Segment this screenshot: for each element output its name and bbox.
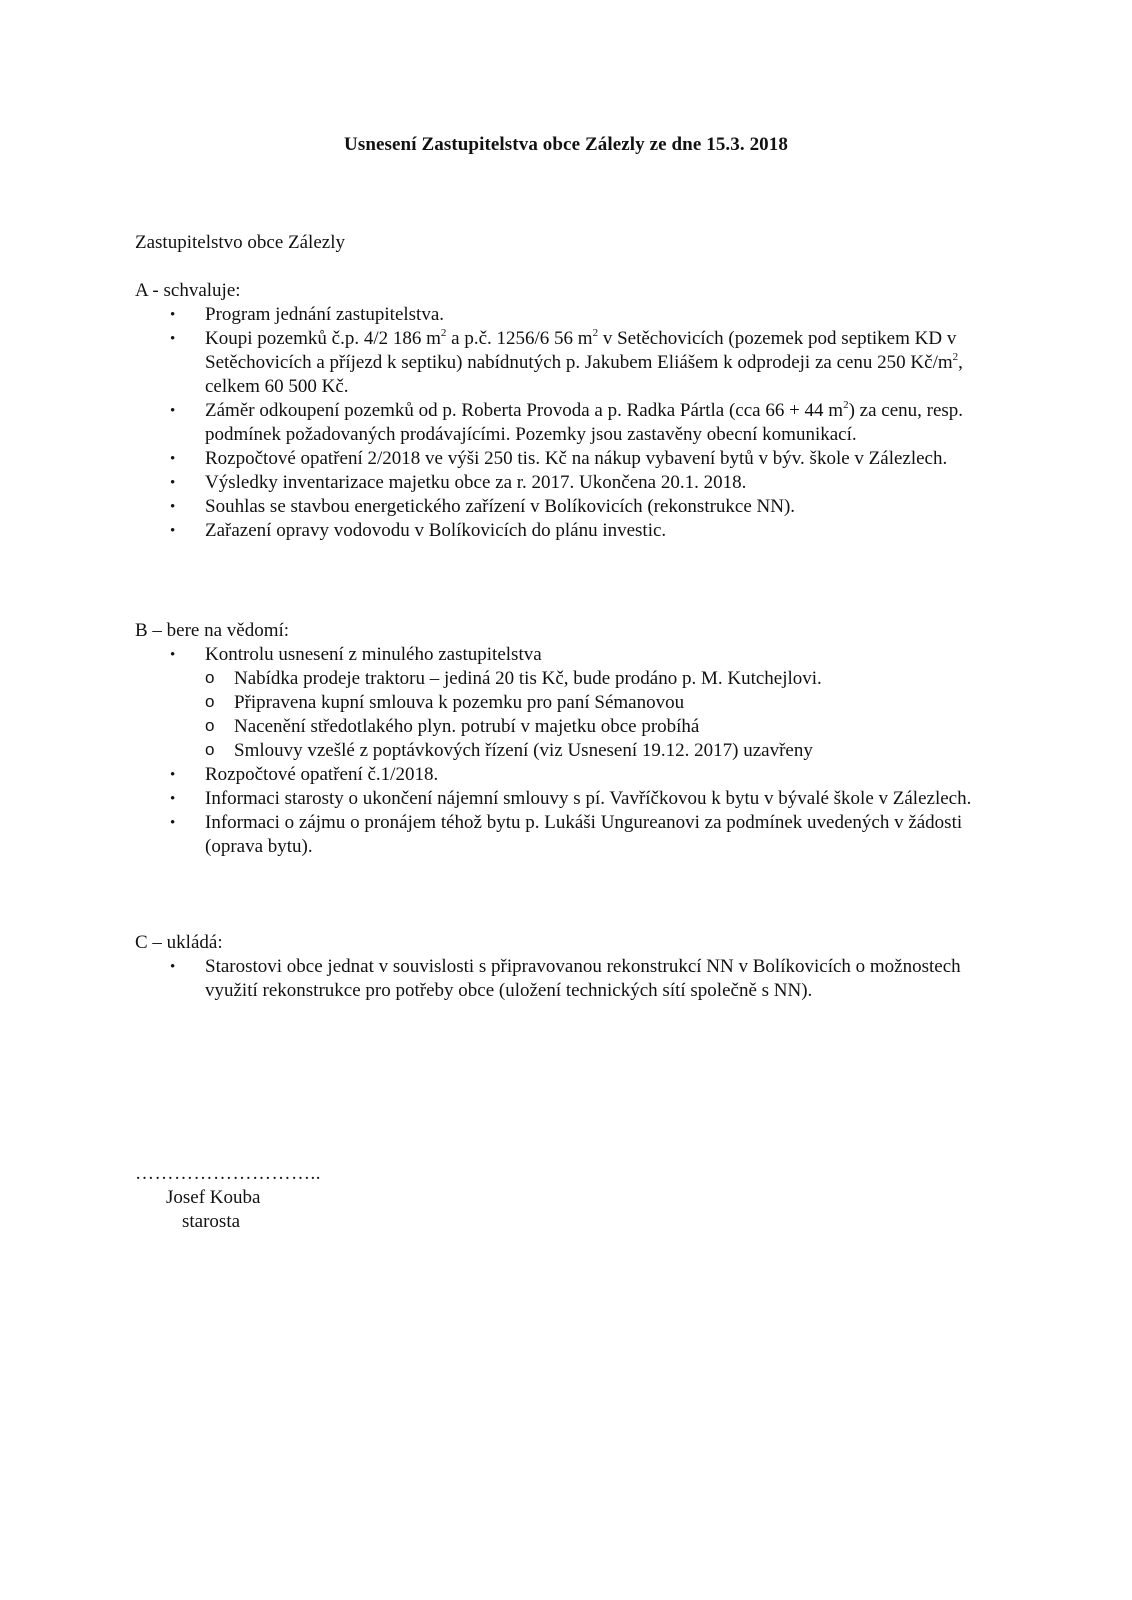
item-text: Kontrolu usnesení z minulého zastupitelstva [205,644,542,665]
list-item [170,955,1000,1003]
superscript: 2 [952,351,959,363]
list-item [170,643,1000,667]
item-text-part: , celkem 60 500 Kč. [205,352,963,397]
sub-list-item [170,739,1000,763]
bullet-icon: • [170,647,176,663]
list-item [170,787,1000,811]
sub-item-text: Nacenění středotlakého plyn. potrubí v majetku obce probíhá [234,716,700,737]
list-item [170,471,1000,495]
sub-item-text: Smlouvy vzešlé z poptávkových řízení (viz Usnesení 19.12. 2017) uzavřeny [234,740,813,761]
signer-name: Josef Kouba [166,1187,261,1208]
section-a-list [170,303,1000,543]
bullet-icon: • [170,815,176,831]
bullet-icon: • [170,307,176,323]
signature-line: ……………………….. [135,1163,321,1184]
list-item [170,447,1000,471]
list-item [170,495,1000,519]
bullet-icon: • [170,767,176,783]
item-text-part: v Setěchovicích (pozemek pod septikem KD v Setěchovicích a příjezd k septiku) nabídnutých p. Jakubem Eliášem k odprodeji za cenu 250 Kč/m [205,328,957,373]
item-text-part: Záměr odkoupení pozemků od p. Roberta Provoda a p. Radka Pártla (cca 66 + 44 m [205,400,844,421]
signer-role: starosta [182,1211,241,1232]
item-text: Souhlas se stavbou energetického zařízení v Bolíkovicích (rekonstrukce NN). [205,496,796,517]
section-b-list-continued [170,763,1000,859]
circle-bullet-icon: o [205,740,215,759]
sub-list-item [170,715,1000,739]
list-item [170,303,1000,327]
bullet-icon: • [170,475,176,491]
list-item [170,519,1000,543]
circle-bullet-icon: o [205,716,215,735]
section-c-heading: C – ukládá: [135,932,223,953]
sub-item-text: Nabídka prodeje traktoru – jediná 20 tis Kč, bude prodáno p. M. Kutchejlovi. [234,668,822,689]
page-title: Usnesení Zastupitelstva obce Zálezly ze dne 15.3. 2018 [344,134,788,155]
item-text: Informaci starosty o ukončení nájemní smlouvy s pí. Vavříčkovou k bytu v bývalé škole v Zálezlech. [205,788,972,809]
sub-list-item [170,667,1000,691]
circle-bullet-icon: o [205,668,215,687]
item-text: Rozpočtové opatření č.1/2018. [205,764,439,785]
item-text-part: a p.č. 1256/6 56 m [446,328,593,349]
item-text-part: ) za cenu, resp. podmínek požadovaných prodávajícími. Pozemky jsou zastavěny obecní komunikací. [205,400,964,445]
bullet-icon: • [170,791,176,807]
section-c-list [170,955,1000,1003]
bullet-icon: • [170,403,176,419]
section-b-list [170,643,1000,667]
circle-bullet-icon: o [205,692,215,711]
superscript: 2 [592,327,599,339]
list-item [170,811,1000,859]
item-text: Výsledky inventarizace majetku obce za r. 2017. Ukončena 20.1. 2018. [205,472,747,493]
superscript: 2 [440,327,447,339]
bullet-icon: • [170,331,176,347]
superscript: 2 [843,399,849,411]
item-text: Rozpočtové opatření 2/2018 ve výši 250 tis. Kč na nákup vybavení bytů v býv. škole v Zálezlech. [205,448,948,469]
item-text: Starostovi obce jednat v souvislosti s připravovanou rekonstrukcí NN v Bolíkovicích o možnostech využití rekonstrukce pro potřeby obce (uložení technických sítí společně s NN). [205,956,961,1001]
bullet-icon: • [170,959,176,975]
bullet-icon: • [170,523,176,539]
item-text: Informaci o zájmu o pronájem téhož bytu p. Lukáši Ungureanovi za podmínek uvedených v žádosti (oprava bytu). [205,812,963,857]
item-text: Zařazení opravy vodovodu v Bolíkovicích do plánu investic. [205,520,667,541]
sub-list-item [170,691,1000,715]
list-item [170,763,1000,787]
bullet-icon: • [170,499,176,515]
list-item [170,327,1000,399]
section-b-heading: B – bere na vědomí: [135,620,290,641]
intro-text: Zastupitelstvo obce Zálezly [135,232,345,253]
item-text: Program jednání zastupitelstva. [205,304,445,325]
sub-item-text: Připravena kupní smlouva k pozemku pro paní Sémanovou [234,692,685,713]
section-b-sublist [170,667,1000,763]
section-a-heading: A - schvaluje: [135,280,241,301]
bullet-icon: • [170,451,176,467]
item-text-part: Koupi pozemků č.p. 4/2 186 m [205,328,441,349]
list-item [170,399,1000,447]
